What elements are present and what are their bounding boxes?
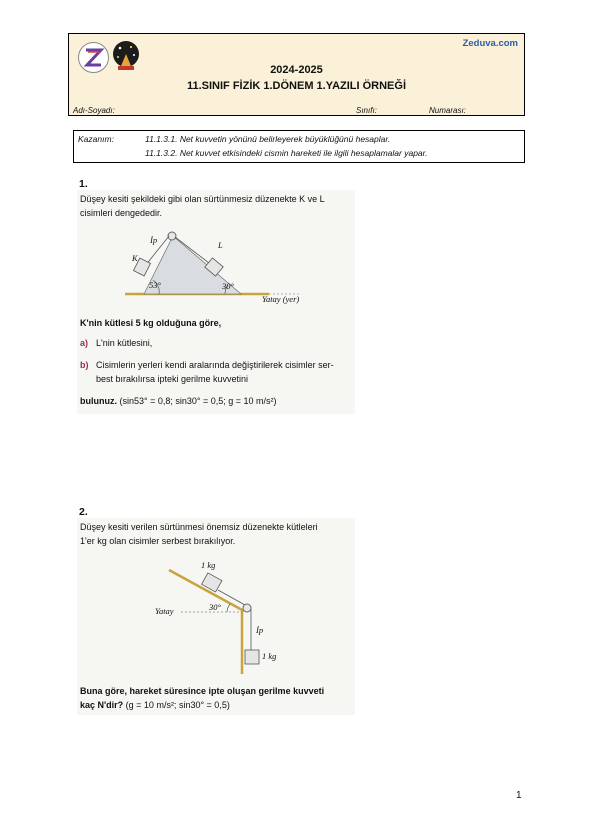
q1-b-text-cont: best bırakılırsa ipteki gerilme kuvvetini [96,374,249,384]
q1-given: K'nin kütlesi 5 kg olduğuna göre, [80,318,222,328]
q2-constants: (g = 10 m/s²; sin30° = 0,5) [125,700,230,710]
page-number: 1 [516,790,522,801]
q2-intro-cont: 1'er kg olan cisimler serbest bırakılıyor. [80,536,236,546]
q1-angle-30: 30° [222,281,234,291]
q2-question: Buna göre, hareket süresince ipte oluşan gerilme kuvveti [80,686,325,696]
page-title: 11.SINIF FİZİK 1.DÖNEM 1.YAZILI ÖRNEĞİ [186,80,407,92]
outcomes-label: Kazanım: [78,134,114,144]
q1-angle-53: 53° [149,280,161,290]
q1-intro: Düşey kesiti şekildeki gibi olan sürtünmesiz düzenekte K ve L [80,194,325,204]
outcome-item: 11.1.3.1. Net kuvvetin yönünü belirleyerek büyüklüğünü hesaplar. [145,134,391,144]
name-label: Adı-Soyadı: [73,106,115,115]
q2-mass-bottom: 1 kg [262,651,277,661]
q1-final-bold: bulunuz. [80,396,117,406]
outcome-item: 11.1.3.2. Net kuvvet etkisindeki cismin hareketi ile ilgili hesaplamalar yapar. [145,148,428,158]
q1-figure [77,222,355,304]
q2-rope-label: İp [256,625,264,635]
q1-b-text: Cisimlerin yerleri kendi aralarında değiştirilerek cisimler ser- [96,360,334,370]
question-1-panel [77,190,355,414]
learning-outcomes-box [73,130,525,163]
q1-l-label: L [218,240,223,250]
q2-question-cont [80,698,230,712]
exam-header [68,33,525,116]
q2-intro: Düşey kesiti verilen sürtünmesi önemsiz düzenekte kütleleri [80,522,318,532]
school-year: 2024-2025 [270,64,323,76]
q1-constants: (sin53° = 0,8; sin30° = 0,5; g = 10 m/s²) [119,396,277,406]
number-label: Numarası: [429,106,466,115]
q1-final [80,394,277,408]
q2-horizontal-label: Yatay [155,606,174,616]
class-label: Sınıfı: [356,106,377,115]
site-link[interactable]: Zeduva.com [462,38,518,49]
question-2-panel [77,518,355,715]
q1-a-text: L'nin kütlesini, [96,338,153,348]
q1-a-label: a) [80,338,89,348]
question-1-number: 1. [79,178,88,190]
q2-angle-30: 30° [209,602,221,612]
q1-ground-label: Yatay (yer) [262,294,300,304]
q1-b-label: b) [80,360,89,370]
q1-intro-cont: cisimleri dengededir. [80,208,163,218]
q1-rope-label: İp [150,235,158,245]
q1-k-label: K [132,253,138,263]
q2-ask: kaç N'dir? [80,700,124,710]
question-2-number: 2. [79,506,88,518]
q2-figure [77,552,355,677]
q2-mass-top: 1 kg [201,560,216,570]
